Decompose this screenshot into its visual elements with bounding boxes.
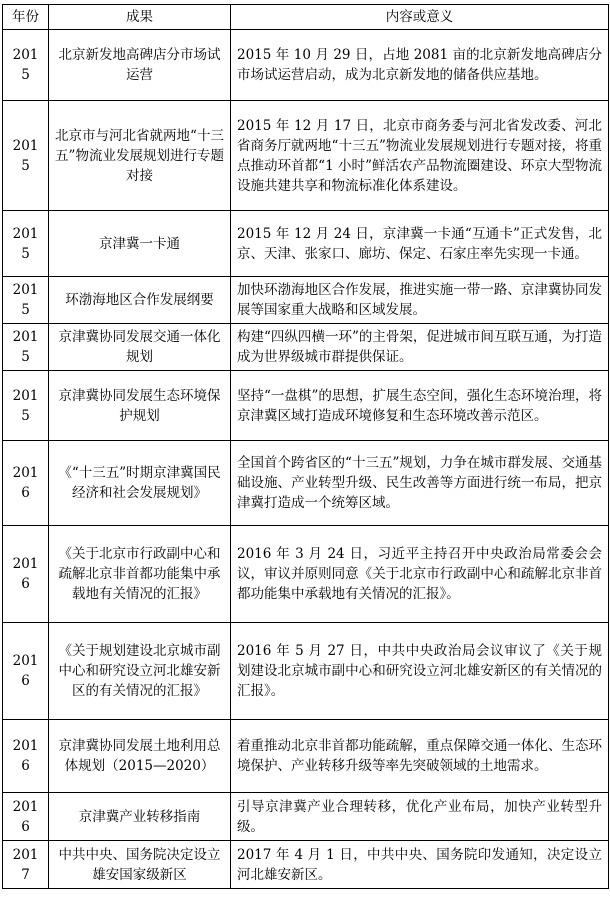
year-cell: 2015 — [3, 371, 49, 441]
result-cell: 京津冀一卡通 — [49, 211, 231, 277]
content-cell: 引导京津冀产业合理转移，优化产业布局，加快产业转型升级。 — [231, 793, 609, 841]
table-row — [3, 211, 609, 277]
result-cell: 《关于规划建设北京城市副中心和研究设立河北雄安新区的有关情况的汇报》 — [49, 623, 231, 720]
header-content: 内容或意义 — [231, 5, 609, 30]
table-header — [3, 5, 609, 30]
content-cell: 加快环渤海地区合作发展，推进实施一带一路、京津冀协同发展等国家重大战略和区域发展。 — [231, 277, 609, 324]
result-cell: 环渤海地区合作发展纲要 — [49, 277, 231, 324]
year-cell: 2016 — [3, 623, 49, 720]
content-cell: 着重推动北京非首都功能疏解，重点保障交通一体化、生态环境保护、产业转移升级等率先突破领域的土地需求。 — [231, 720, 609, 793]
year-cell: 2015 — [3, 30, 49, 101]
table-row — [3, 277, 609, 324]
result-cell: 中共中央、国务院决定设立雄安国家级新区 — [49, 841, 231, 889]
table-row — [3, 441, 609, 526]
achievements-table — [2, 4, 609, 889]
year-cell: 2016 — [3, 720, 49, 793]
content-cell: 坚持“一盘棋”的思想，扩展生态空间，强化生态环境治理，将京津冀区域打造成环境修复和生态环境改善示范区。 — [231, 371, 609, 441]
year-cell: 2016 — [3, 441, 49, 526]
table-row — [3, 526, 609, 623]
year-cell: 2015 — [3, 101, 49, 211]
content-cell: 2016 年 3 月 24 日，习近平主持召开中央政治局常委会会议，审议并原则同意《关于北京市行政副中心和疏解北京非首都功能集中承载地有关情况的汇报》。 — [231, 526, 609, 623]
content-cell: 2017 年 4 月 1 日，中共中央、国务院印发通知，决定设立河北雄安新区。 — [231, 841, 609, 889]
year-cell: 2016 — [3, 526, 49, 623]
result-cell: 北京新发地高碑店分市场试运营 — [49, 30, 231, 101]
table-row — [3, 841, 609, 889]
header-result: 成果 — [49, 5, 231, 30]
content-cell: 构建“四纵四横一环”的主骨架，促进城市间互联互通，为打造成为世界级城市群提供保证。 — [231, 324, 609, 371]
result-cell: 《关于北京市行政副中心和疏解北京非首都功能集中承载地有关情况的汇报》 — [49, 526, 231, 623]
table-row — [3, 623, 609, 720]
table-row — [3, 371, 609, 441]
table-row — [3, 720, 609, 793]
result-cell: 京津冀协同发展生态环境保护规划 — [49, 371, 231, 441]
result-cell: 北京市与河北省就两地“十三五”物流业发展规划进行专题对接 — [49, 101, 231, 211]
result-cell: 京津冀产业转移指南 — [49, 793, 231, 841]
year-cell: 2016 — [3, 793, 49, 841]
year-cell: 2015 — [3, 277, 49, 324]
table-row — [3, 793, 609, 841]
result-cell: 京津冀协同发展土地利用总体规划（2015—2020） — [49, 720, 231, 793]
table-row — [3, 101, 609, 211]
table-row — [3, 324, 609, 371]
content-cell: 2015 年 12 月 24 日，京津冀一卡通“互通卡”正式发售，北京、天津、张家口、廊坊、保定、石家庄率先实现一卡通。 — [231, 211, 609, 277]
year-cell: 2015 — [3, 211, 49, 277]
content-cell: 2015 年 12 月 17 日，北京市商务委与河北省发改委、河北省商务厅就两地“十三五”物流业发展规划进行专题对接，将重点推动环首都“1 小时”鲜活农产品物流圈建设、环京大型物流设施共建共享和物流标准化体系建设。 — [231, 101, 609, 211]
content-cell: 2015 年 10 月 29 日，占地 2081 亩的北京新发地高碑店分市场试运营启动，成为北京新发地的储备供应基地。 — [231, 30, 609, 101]
content-cell: 全国首个跨省区的“十三五”规划，力争在城市群发展、交通基础设施、产业转型升级、民生改善等方面进行统一布局，把京津冀打造成一个统筹区域。 — [231, 441, 609, 526]
header-year: 年份 — [3, 5, 49, 30]
content-cell: 2016 年 5 月 27 日，中共中央政治局会议审议了《关于规划建设北京城市副中心和研究设立河北雄安新区的有关情况的汇报》。 — [231, 623, 609, 720]
table-body — [3, 30, 609, 889]
table-row — [3, 30, 609, 101]
year-cell: 2015 — [3, 324, 49, 371]
result-cell: 京津冀协同发展交通一体化规划 — [49, 324, 231, 371]
result-cell: 《“十三五”时期京津冀国民经济和社会发展规划》 — [49, 441, 231, 526]
header-row — [3, 5, 609, 30]
year-cell: 2017 — [3, 841, 49, 889]
